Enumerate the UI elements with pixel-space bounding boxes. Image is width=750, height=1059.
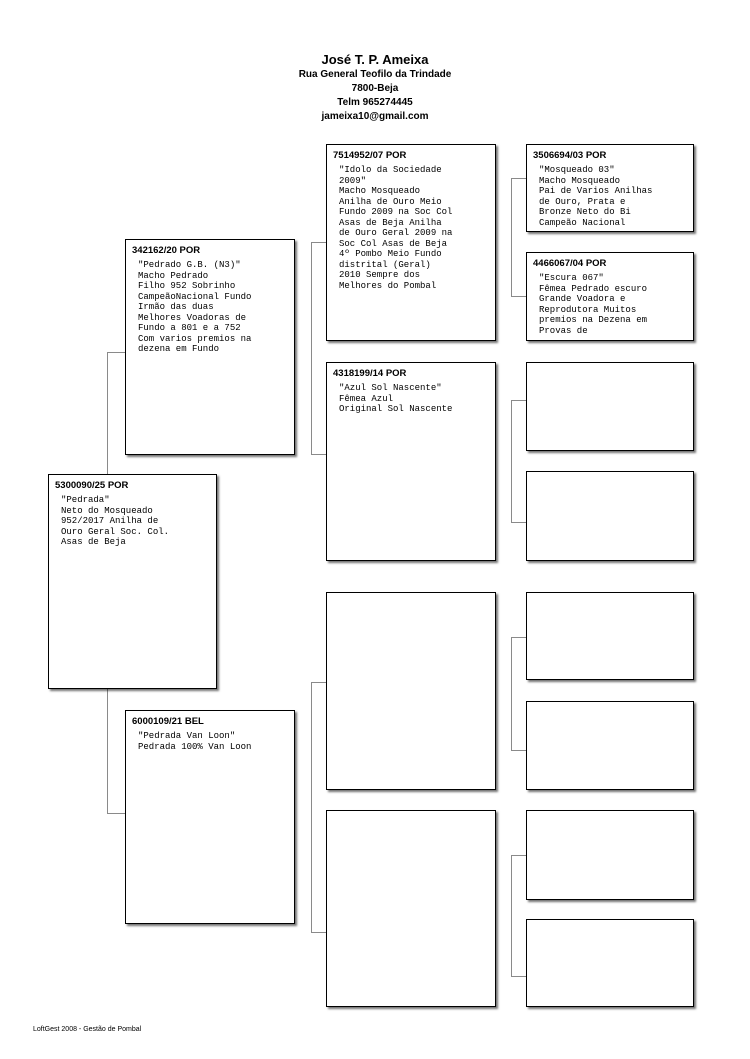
connector-line — [511, 400, 526, 401]
dam-dam-sire-card[interactable] — [526, 810, 694, 900]
sire-card[interactable] — [125, 239, 295, 455]
connector-line — [511, 750, 526, 751]
connector-line — [511, 637, 526, 638]
connector-line — [511, 976, 526, 977]
connector-line — [311, 242, 312, 454]
sire-dam-sire-card[interactable] — [526, 362, 694, 451]
pigeon-notes: "Pedrada" Neto do Mosqueado 952/2017 Anilha de Ouro Geral Soc. Col. Asas de Beja — [61, 495, 170, 547]
dam-sire-sire-card[interactable] — [526, 592, 694, 680]
dam-dam-card[interactable] — [326, 810, 496, 1007]
connector-line — [107, 352, 108, 474]
sire-notes: "Pedrado G.B. (N3)" Macho Pedrado Filho 952 Sobrinho CampeãoNacional Fundo Irmão das duas Melhores Voadoras de Fundo a 801 e a 752 Com varios premios na dezena em Fundo — [138, 260, 252, 354]
breeder-city: 7800-Beja — [351, 83, 399, 94]
dam-card[interactable] — [125, 710, 295, 924]
connector-line — [511, 178, 526, 179]
sire-dam-dam-card[interactable] — [526, 471, 694, 561]
ring-number: 4318199/14 POR — [333, 368, 407, 379]
connector-line — [311, 454, 326, 455]
connector-line — [511, 296, 526, 297]
breeder-phone: Telm 965274445 — [337, 97, 413, 108]
breeder-address: Rua General Teofilo da Trindade — [298, 69, 452, 80]
connector-line — [511, 400, 512, 522]
connector-line — [107, 813, 125, 814]
ring-number: 3506694/03 POR — [533, 150, 607, 161]
connector-line — [511, 178, 512, 296]
connector-line — [311, 682, 326, 683]
footer-credit: LoftGest 2008 - Gestão de Pombal — [33, 1026, 142, 1033]
connector-line — [511, 522, 526, 523]
connector-line — [311, 682, 312, 932]
pigeon-card[interactable] — [48, 474, 217, 689]
breeder-name: José T. P. Ameixa — [321, 52, 429, 67]
sire-sire-sire-card[interactable] — [526, 144, 694, 232]
sire-sire-card[interactable] — [326, 144, 496, 341]
connector-line — [511, 855, 526, 856]
sire-sire-notes: "Idolo da Sociedade 2009" Macho Mosqueado Anilha de Ouro Meio Fundo 2009 na Soc Col Asas de Beja Anilha de Ouro Geral 2009 na Soc Col Asas de Beja 4º Pombo Meio Fundo distrital (Geral) 2010 Sempre dos Melhores do Pombal — [339, 165, 453, 291]
ring-number: 5300090/25 POR — [55, 480, 129, 491]
dam-sire-dam-card[interactable] — [526, 701, 694, 790]
connector-line — [107, 689, 108, 813]
ring-number: 6000109/21 BEL — [132, 716, 204, 727]
connector-line — [311, 242, 326, 243]
breeder-header — [0, 52, 750, 124]
dam-dam-dam-card[interactable] — [526, 919, 694, 1007]
connector-line — [511, 637, 512, 750]
connector-line — [311, 932, 326, 933]
sire-sire-dam-notes: "Escura 067" Fêmea Pedrado escuro Grande Voadora e Reprodutora Muitos premios na Dezena em Provas de — [539, 273, 648, 336]
ring-number: 4466067/04 POR — [533, 258, 607, 269]
dam-sire-card[interactable] — [326, 592, 496, 790]
sire-sire-dam-card[interactable] — [526, 252, 694, 341]
ring-number: 342162/20 POR — [132, 245, 201, 256]
breeder-email: jameixa10@gmail.com — [321, 111, 429, 122]
sire-dam-notes: "Azul Sol Nascente" Fêmea Azul Original Sol Nascente — [339, 383, 453, 414]
connector-line — [511, 855, 512, 976]
sire-dam-card[interactable] — [326, 362, 496, 561]
connector-line — [107, 352, 125, 353]
dam-notes: "Pedrada Van Loon" Pedrada 100% Van Loon — [138, 731, 252, 752]
sire-sire-sire-notes: "Mosqueado 03" Macho Mosqueado Pai de Varios Anilhas de Ouro, Prata e Bronze Neto do Bi Campeão Nacional — [539, 165, 653, 228]
ring-number: 7514952/07 POR — [333, 150, 407, 161]
